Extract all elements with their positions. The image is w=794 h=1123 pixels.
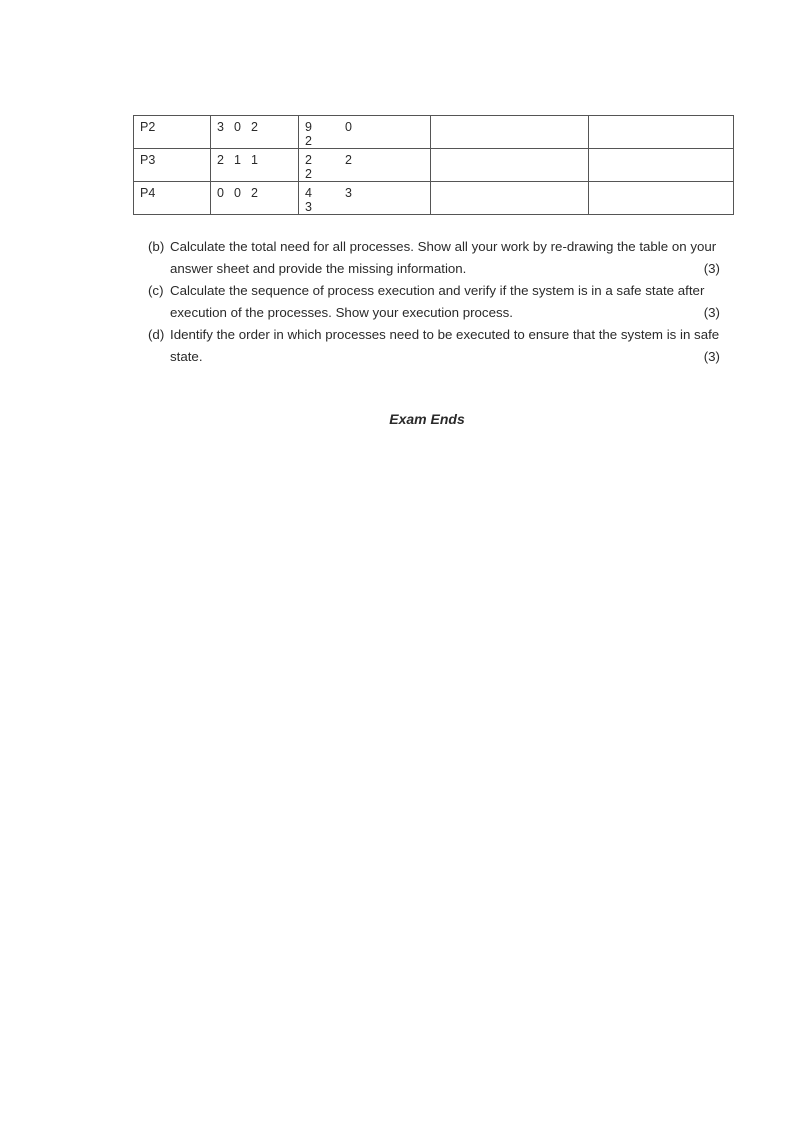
question-text: Calculate the sequence of process execution and verify if the system is in a safe state after — [170, 283, 705, 298]
allocation-value: 0 — [234, 120, 241, 134]
max-cell — [299, 116, 431, 149]
allocation-value: 0 — [217, 186, 224, 200]
marks: (3) — [703, 305, 720, 320]
question-text: execution of the processes. Show your execution process. — [170, 305, 513, 320]
process-cell — [134, 116, 211, 149]
question-text: answer sheet and provide the missing information. — [170, 261, 467, 276]
max-value: 2 — [305, 167, 312, 181]
allocation-cell — [211, 116, 299, 149]
process-name: P4 — [140, 186, 156, 200]
question-text: Identify the order in which processes need to be executed to ensure that the system is in safe — [170, 327, 720, 342]
allocation-cell — [211, 149, 299, 182]
question-text: state. — [170, 349, 203, 364]
question-label: (c) — [148, 283, 164, 298]
table-row — [134, 182, 734, 215]
allocation-cell — [211, 182, 299, 215]
empty-cell — [431, 182, 589, 215]
max-cell — [299, 182, 431, 215]
allocation-value: 1 — [234, 153, 241, 167]
empty-cell — [431, 116, 589, 149]
max-value: 4 — [305, 186, 312, 200]
max-value: 2 — [305, 153, 312, 167]
empty-cell — [431, 149, 589, 182]
empty-cell — [589, 182, 734, 215]
question-text: Calculate the total need for all processes. Show all your work by re-drawing the table on your — [170, 239, 717, 254]
empty-cell — [589, 116, 734, 149]
allocation-value: 2 — [251, 186, 258, 200]
max-value: 3 — [305, 200, 312, 214]
empty-cell — [589, 149, 734, 182]
max-value: 3 — [345, 186, 352, 200]
allocation-value: 2 — [251, 120, 258, 134]
max-value: 9 — [305, 120, 312, 134]
max-cell — [299, 149, 431, 182]
question-d — [148, 324, 720, 368]
exam-ends-footer: Exam Ends — [389, 411, 465, 427]
process-cell — [134, 182, 211, 215]
question-label: (b) — [148, 239, 165, 254]
table-row — [134, 149, 734, 182]
process-name: P3 — [140, 153, 156, 167]
max-value: 2 — [345, 153, 352, 167]
allocation-value: 3 — [217, 120, 224, 134]
process-name: P2 — [140, 120, 156, 134]
allocation-value: 1 — [251, 153, 258, 167]
allocation-value: 0 — [234, 186, 241, 200]
marks: (3) — [703, 261, 720, 276]
question-label: (d) — [148, 327, 165, 342]
allocation-value: 2 — [217, 153, 224, 167]
question-b — [148, 236, 720, 280]
max-value: 2 — [305, 134, 312, 148]
process-cell — [134, 149, 211, 182]
resource-table — [133, 115, 734, 215]
max-value: 0 — [345, 120, 352, 134]
table-row — [134, 116, 734, 149]
marks: (3) — [703, 349, 720, 364]
question-c — [148, 280, 720, 324]
